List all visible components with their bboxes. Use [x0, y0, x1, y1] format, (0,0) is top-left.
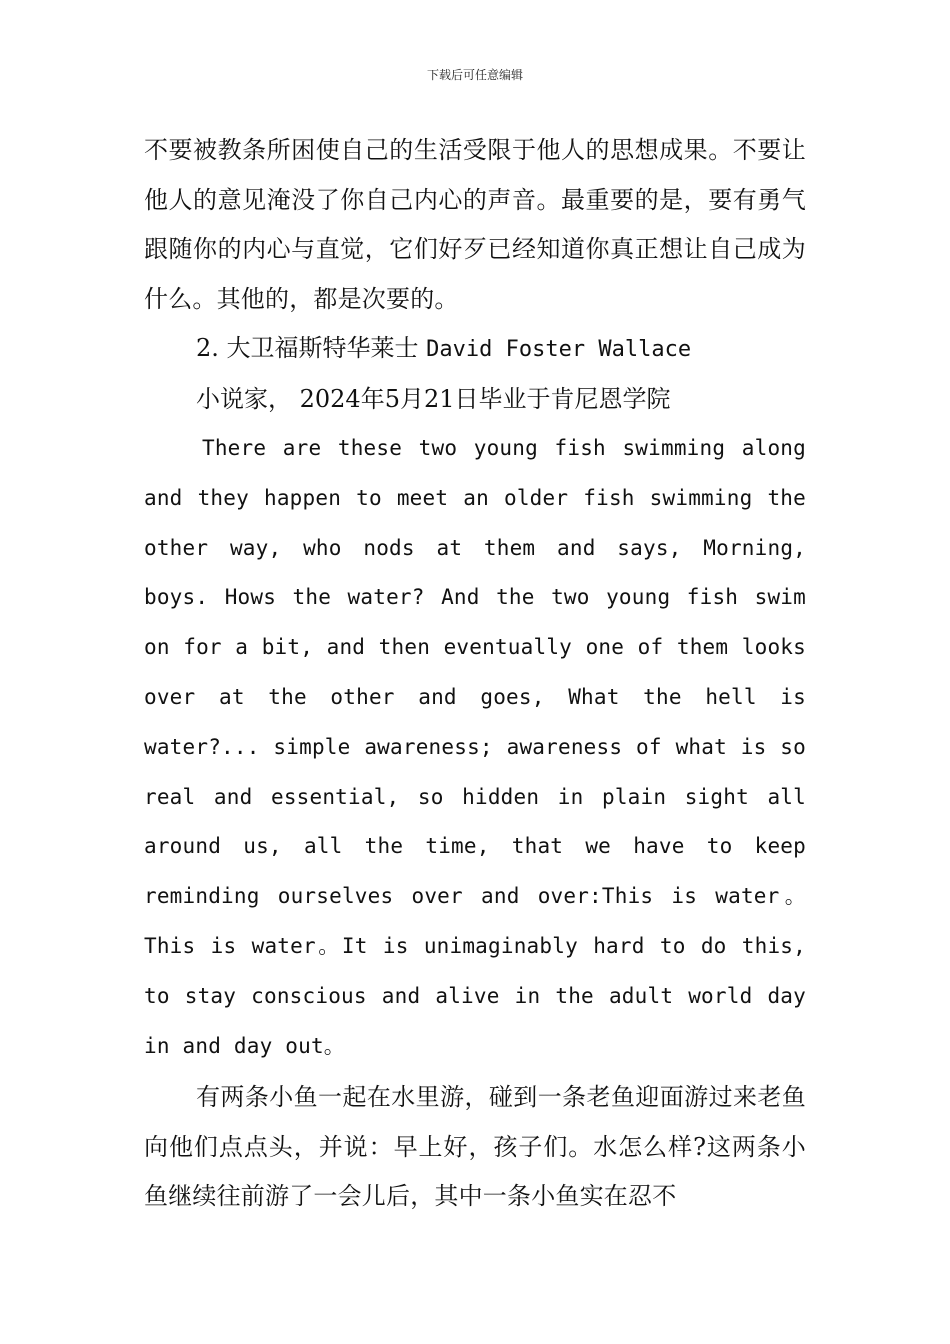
english-quote-paragraph: There are these two young fish swimming along and they happen to meet an older fish swimming the other way, who nods at them and says, Morning, boys. Hows the water? And the two young fish swim on for a bit, and then eventually one of them looks over at the other and goes, What the hell is water?... simple awareness; awareness of what is so real and essential, so hidden in plain sight all around us, all the time, that we have to keep reminding ourselves over and over:This is water。This is water。It is unimaginably hard to do this, to stay conscious and alive in the adult world day in and day out。	[144, 436, 806, 1058]
chinese-translation-paragraph: 有两条小鱼一起在水里游，碰到一条老鱼迎面游过来老鱼向他们点点头，并说：早上好，孩子们。水怎么样?这两条小鱼继续往前游了一会儿后，其中一条小鱼实在忍不	[144, 1083, 806, 1211]
section-heading-prefix: 2. 大卫福斯特华莱士	[196, 334, 419, 362]
section-heading-name: David Foster Wallace	[426, 337, 692, 362]
intro-paragraph: 不要被教条所困使自己的生活受限于他人的思想成果。不要让他人的意见淹没了你自己内心的声音。最重要的是，要有勇气跟随你的内心与直觉，它们好歹已经知道你真正想让自己成为什么。其他的，都是次要的。	[144, 136, 806, 313]
document-body	[144, 126, 806, 1246]
section-heading	[144, 324, 806, 375]
header-note: 下载后可任意编辑	[426, 68, 523, 82]
section-subheading: 小说家， 2024年5月21日毕业于肯尼恩学院	[196, 384, 671, 413]
